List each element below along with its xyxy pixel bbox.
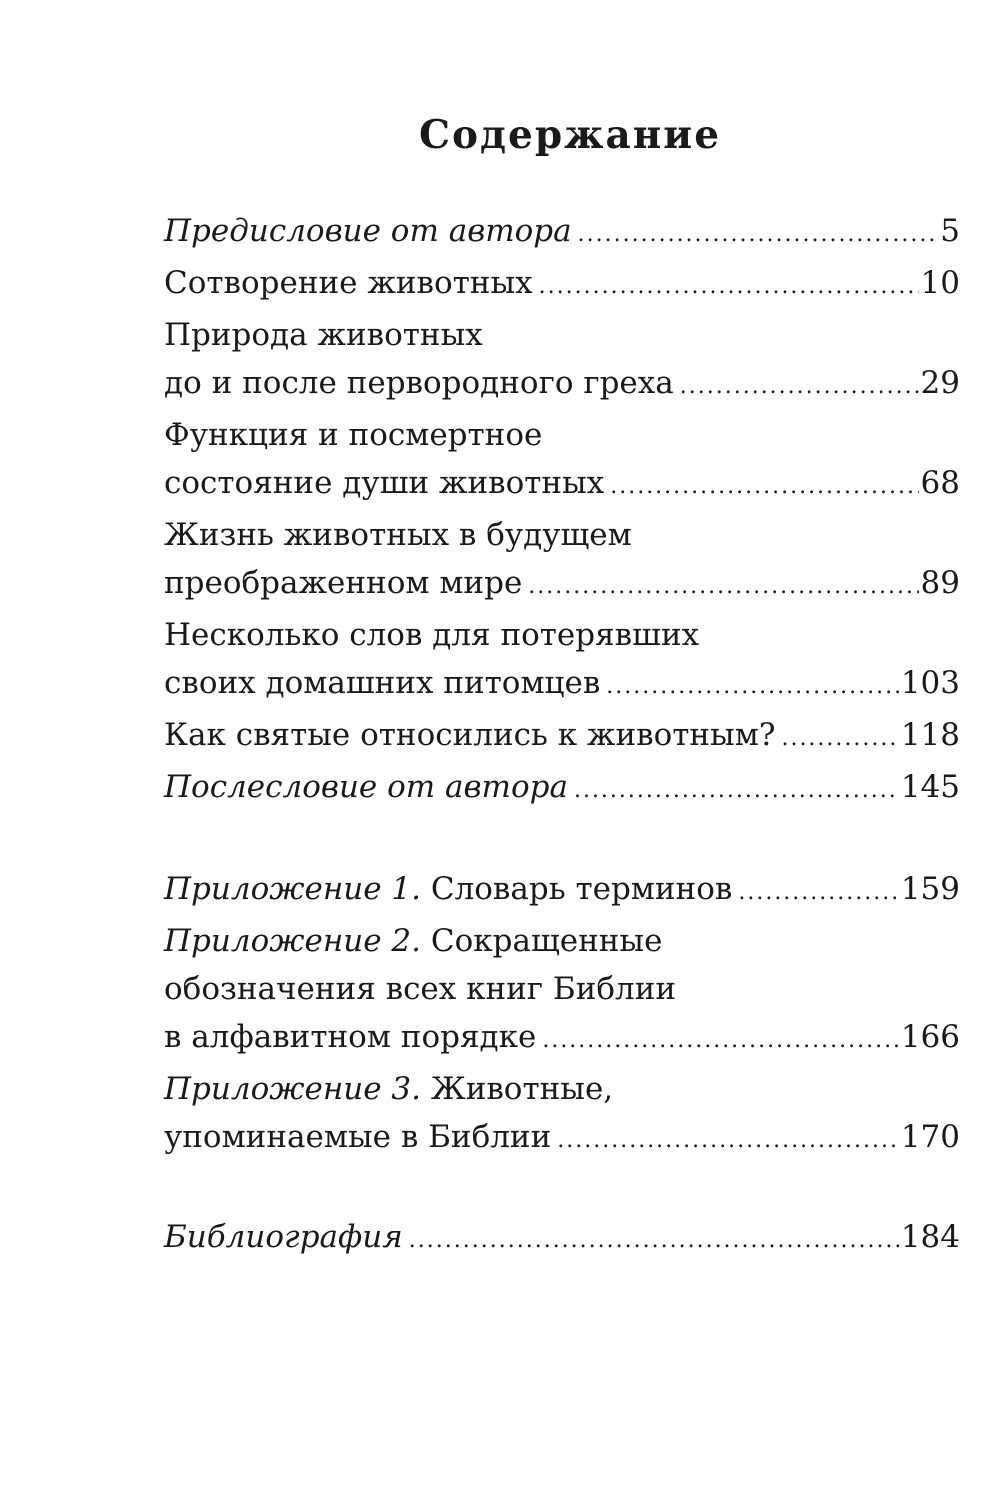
appendix-label: Приложение 3. [164,1071,421,1107]
toc-line [164,917,960,965]
toc-entry-future-life[interactable] [164,511,960,611]
toc-entry-preface[interactable] [164,207,960,259]
toc-line [164,865,960,917]
toc-entry-title: Сотворение животных [164,265,533,301]
toc-page-number: 166 [900,1019,960,1055]
dot-leader [606,663,899,711]
toc-line [164,1213,960,1265]
dot-leader [539,263,919,311]
toc-page-number: 103 [900,665,960,701]
toc-line [164,711,960,763]
dot-leader [610,463,918,511]
toc-line [164,763,960,815]
toc-entry-bibliography[interactable] [164,1213,960,1265]
toc-entry-title: упоминаемые в Библии [164,1119,552,1155]
toc-line [164,359,960,411]
toc-entry-title-line: Функция и посмертное [164,417,543,453]
toc-line [164,659,960,711]
appendix-label: Приложение 2. [164,923,421,959]
toc-entry-title-line: обозначения всех книг Библии [164,971,677,1007]
toc-entry-title-line: Природа животных [164,317,483,353]
appendix-title: Словарь терминов [430,871,733,907]
toc-entry-title-line [164,1065,613,1113]
toc-entry-title: до и после первородного греха [164,365,674,401]
toc-entry-appendix-3[interactable] [164,1065,960,1165]
dot-leader [542,1017,899,1065]
toc-entry-creation[interactable] [164,259,960,311]
toc-entry-title [164,865,732,913]
toc-line [164,411,960,459]
toc-line [164,1065,960,1113]
toc-entry-title: состояние души животных [164,465,605,501]
appendix-label: Приложение 1. [164,871,421,907]
toc-entry-lost-pets[interactable] [164,611,960,711]
toc-line [164,311,960,359]
toc-line [164,611,960,659]
dot-leader [738,869,898,917]
toc-page-number: 89 [920,565,960,601]
toc-entry-title: Библиография [164,1219,403,1255]
toc-line [164,207,960,259]
toc-line [164,459,960,511]
toc-page-number: 184 [900,1219,960,1255]
toc-page-number: 5 [940,213,960,249]
dot-leader [578,211,939,259]
dot-leader [574,767,899,815]
toc-entry-title: в алфавитном порядке [164,1019,537,1055]
dot-leader [409,1217,899,1265]
toc-entry-saints[interactable] [164,711,960,763]
toc-entry-title: Послесловие от автора [164,769,568,805]
toc-entry-appendix-2[interactable] [164,917,960,1065]
toc-page-number: 29 [920,365,960,401]
toc-page-number: 159 [900,871,960,907]
toc-entry-nature[interactable] [164,311,960,411]
toc-entry-appendix-1[interactable] [164,865,960,917]
toc-line [164,965,960,1013]
toc-entry-afterword[interactable] [164,763,960,815]
toc-line [164,1013,960,1065]
toc-entry-title-line [164,917,662,965]
page-title: Содержание [418,112,722,158]
toc-page-number: 118 [900,717,960,753]
toc-page-number: 10 [920,265,960,301]
toc-entry-title: Как святые относились к животным? [164,717,776,753]
table-of-contents [164,207,960,1265]
toc-entry-title-line: Жизнь животных в будущем [164,517,632,553]
dot-leader [680,363,919,411]
appendix-title: Животные, [430,1071,614,1107]
toc-entry-title: преображенном мире [164,565,523,601]
toc-line [164,559,960,611]
dot-leader [781,715,898,763]
toc-page-number: 170 [900,1119,960,1155]
toc-page-number: 145 [900,769,960,805]
toc-entry-soul-function[interactable] [164,411,960,511]
dot-leader [528,563,918,611]
toc-page-number: 68 [920,465,960,501]
toc-entry-title: своих домашних питомцев [164,665,601,701]
dot-leader [557,1117,899,1165]
toc-line [164,1113,960,1165]
appendix-title: Сокращенные [430,923,663,959]
toc-line [164,259,960,311]
toc-entry-title: Предисловие от автора [164,213,572,249]
toc-line [164,511,960,559]
toc-entry-title-line: Несколько слов для потерявших [164,617,700,653]
